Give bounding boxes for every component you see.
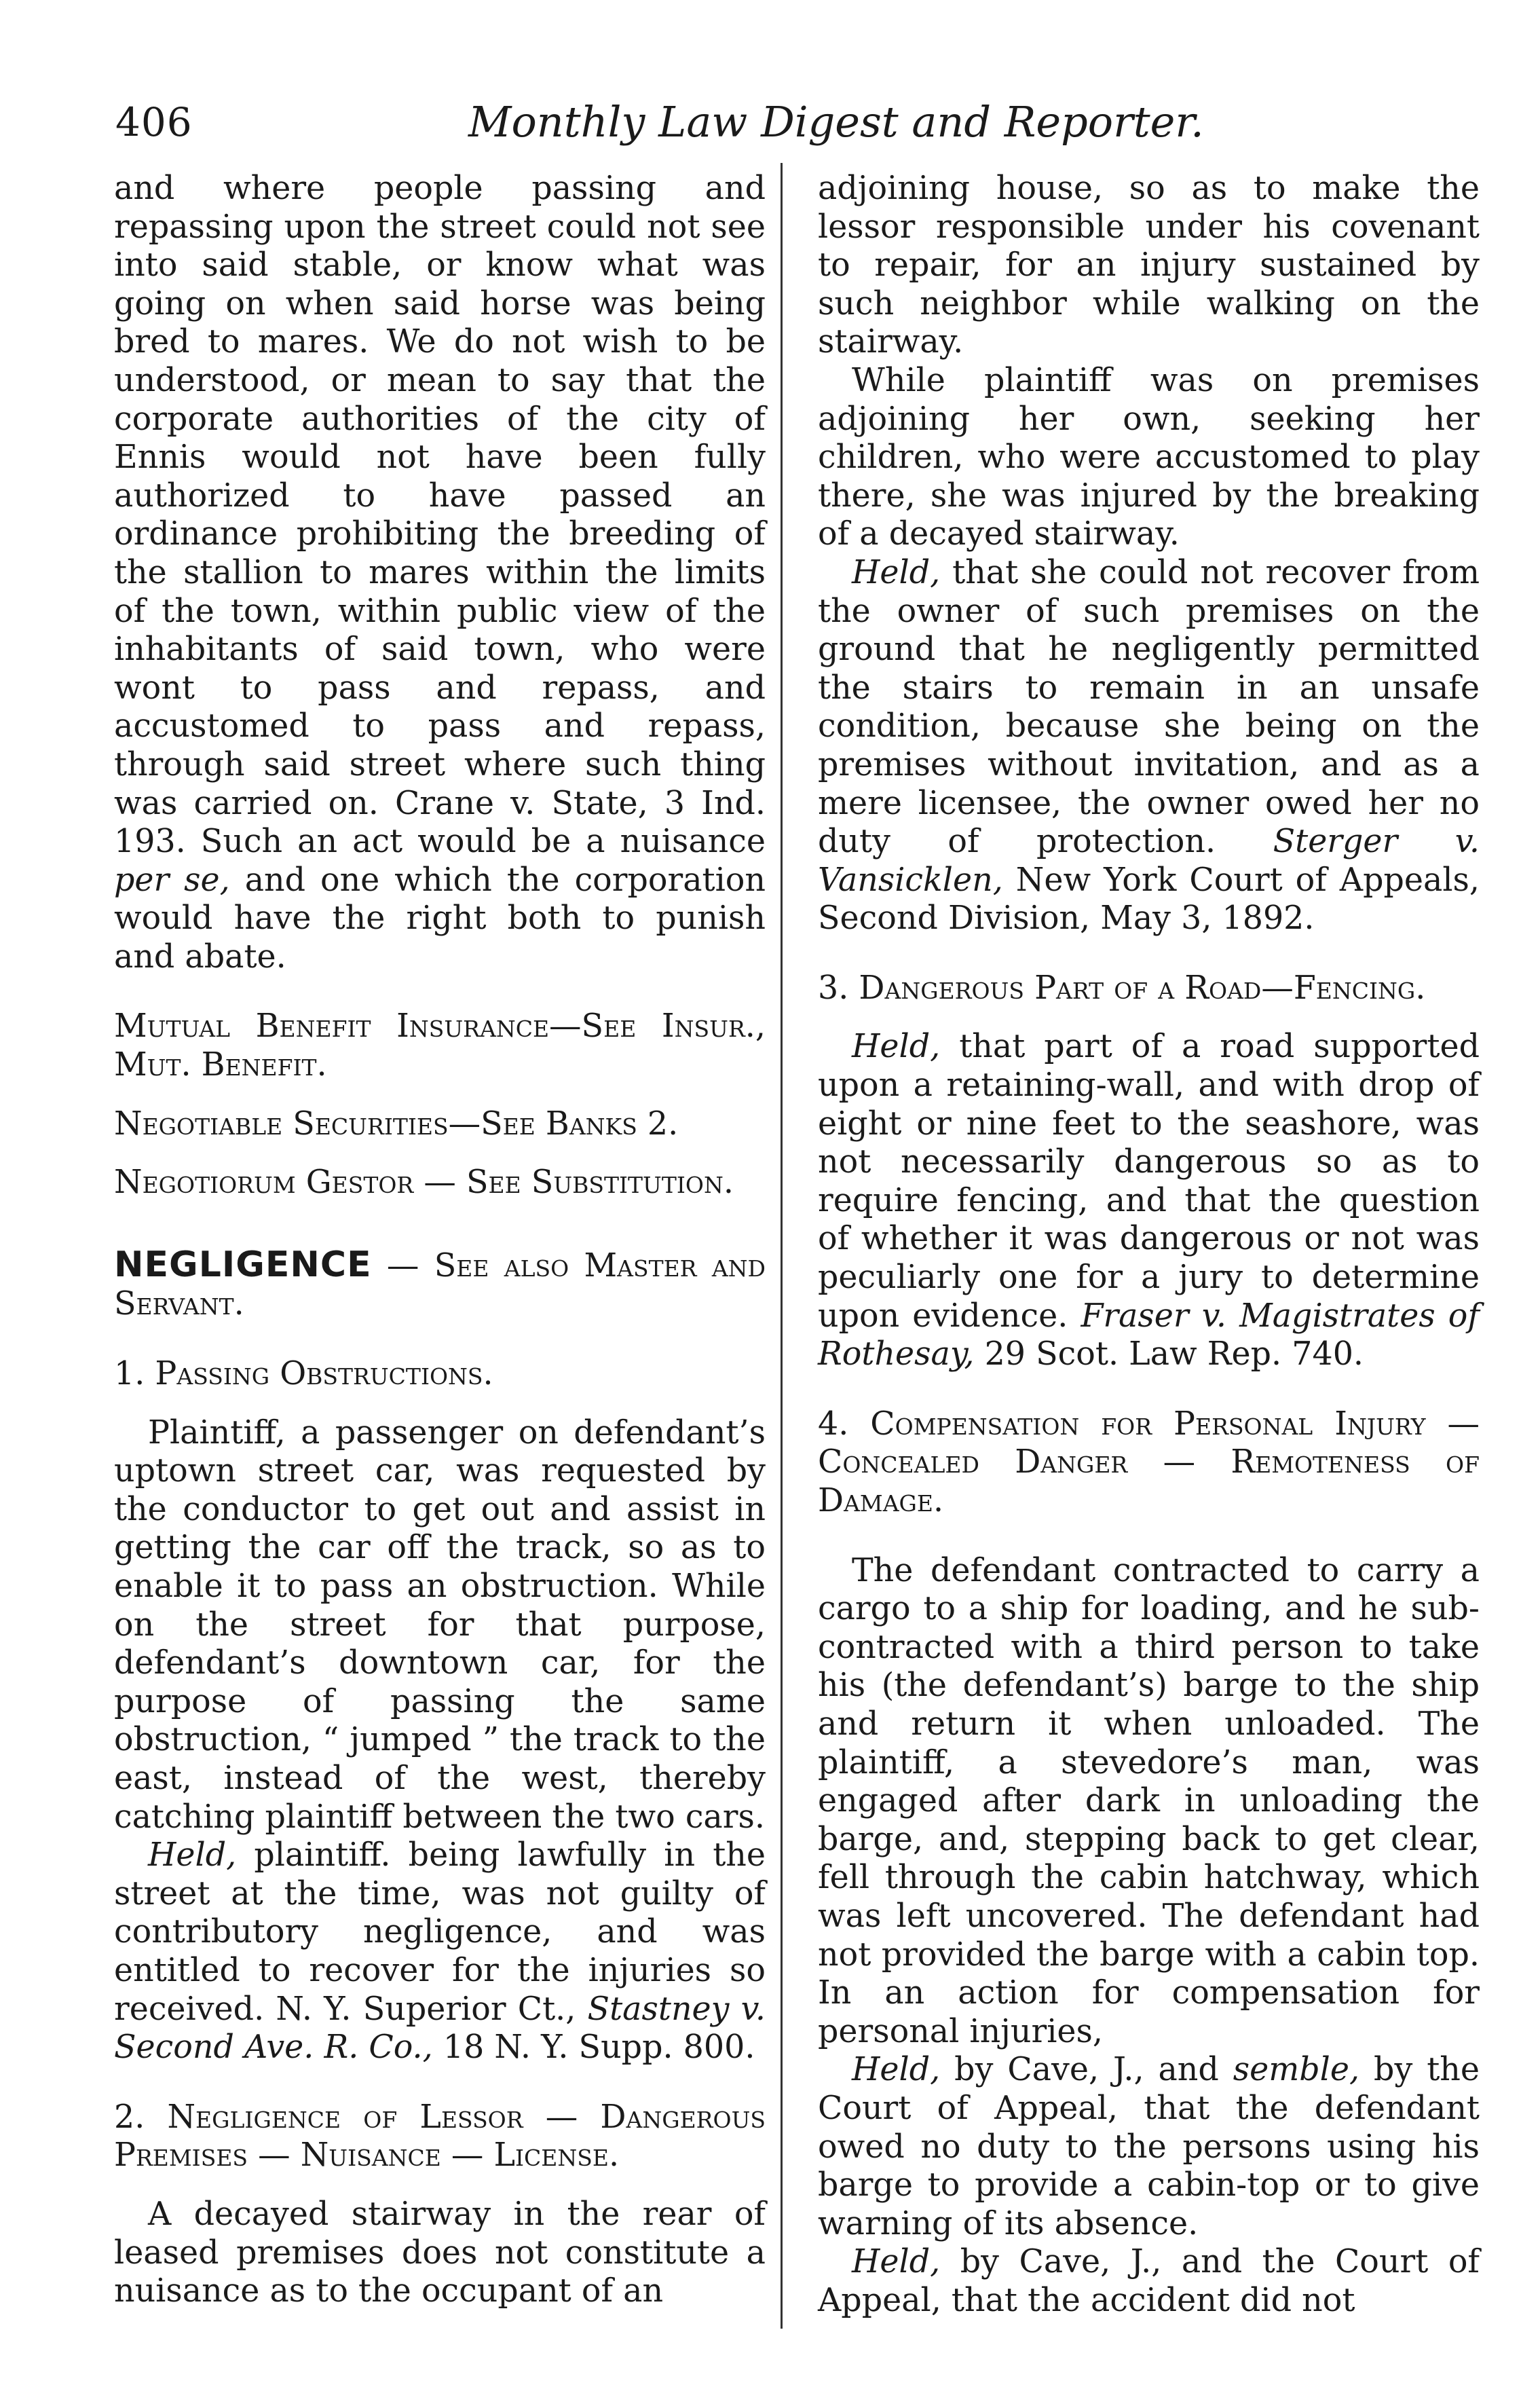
section-1-facts: Plaintiff, a passenger on defendant’s uptown street car, was requested by the conductor to get out and assist in getting the car off the track, so as to enable it to pass an obstruction. While on the street for that purpose, defendant’s downtown car, for the purpose of passing the same obstruction, “ jumped ” the track to the east, instead of the west, thereby catching plaintiff between the two cars.	[114, 1413, 766, 1836]
section-2-continuation: adjoining house, so as to make the lessor responsible under his covenant to repair, for an injury sustained by such neighbor while walking on the stairway.	[818, 170, 1480, 361]
left-column	[114, 170, 766, 2311]
negligence-heading	[114, 1246, 766, 1324]
negligence-see-also: — See also Master and Servant.	[114, 1246, 766, 1323]
negligence-title: NEGLIGENCE	[114, 1244, 372, 1285]
section-2-held: Held, that she could not recover from the owner of such premises on the ground that he negligently permitted the stairs to remain in an unsafe condition, because she being on the premises without invitation, and as a mere licensee, the owner owed her no duty of protection. Sterger v. Vansicklen, New York Court of Appeals, Second Division, May 3, 1892.	[818, 553, 1480, 938]
right-column	[818, 170, 1480, 2320]
cross-reference-negotiorum-gestor: Negotiorum Gestor — See Substitution.	[114, 1164, 734, 1202]
section-4-held-1: Held, by Cave, J., and semble, by the Court of Appeal, that the defendant owed no duty to the persons using his barge to provide a cabin-top or to give warning of its absence.	[818, 2051, 1480, 2242]
section-2-paragraph: A decayed stairway in the rear of leased premises does not constitute a nuisance as to the occupant of an	[114, 2195, 766, 2310]
cross-reference-negotiable-securities: Negotiable Securities—See Banks 2.	[114, 1105, 679, 1143]
section-2-heading: 2. Negligence of Lessor — Dangerous Premises — Nuisance — License.	[114, 2098, 766, 2175]
continuation-paragraph: and where people passing and repassing upon the street could not see into said stable, or know what was going on when said horse was being bred to mares. We do not wish to be understood, or mean to say that the corporate authorities of the city of Ennis would not have been fully authorized to have passed an ordinance prohibiting the breeding of the stallion to mares within the limits of the town, within public view of the inhabitants of said town, who were wont to pass and repass, and accustomed to pass and repass, through said street where such thing was carried on. Crane v. State, 3 Ind. 193. Such an act would be a nuisance per se, and one which the corporation would have the right both to punish and abate.	[114, 170, 766, 976]
cross-reference-mutual-benefit: Mutual Benefit Insurance—See Insur., Mut. Benefit.	[114, 1007, 766, 1084]
section-4-heading: 4. Compensation for Personal Injury — Concealed Danger — Remoteness of Damage.	[818, 1405, 1480, 1519]
section-3-heading: 3. Dangerous Part of a Road—Fencing.	[818, 969, 1426, 1007]
running-head: Monthly Law Digest and Reporter.	[468, 97, 1204, 147]
section-4-facts: The defendant contracted to carry a cargo to a ship for loading, and he sub-contracted with a third person to take his (the defendant’s) barge to the ship and return it when unloaded. The plaintiff, a stevedore’s man, was engaged after dark in unloading the barge, and, stepping back to get clear, fell through the cabin hatchway, which was left uncovered. The defendant had not provided the barge with a cabin top. In an action for compensation for personal injuries,	[818, 1551, 1480, 2050]
section-4-held-2: Held, by Cave, J., and the Court of Appeal, that the accident did not	[818, 2243, 1480, 2319]
section-1-heading: 1. Passing Obstructions.	[114, 1355, 493, 1393]
page-header	[115, 95, 1446, 156]
page-number: 406	[115, 99, 193, 145]
section-3-held: Held, that part of a road supported upon a retaining-wall, and with drop of eight or nine feet to the seashore, was not necessarily dangerous so as to require fencing, and that the question of whether it was dangerous or not was peculiarly one for a jury to determine upon evidence. Fraser v. Magistrates of Rothesay, 29 Scot. Law Rep. 740.	[818, 1028, 1480, 1373]
section-1-held: Held, plaintiff. being lawfully in the street at the time, was not guilty of contributory negligence, and was entitled to recover for the injuries so received. N. Y. Superior Ct., Stastney v. Second Ave. R. Co., 18 N. Y. Supp. 800.	[114, 1836, 766, 2067]
column-divider	[781, 163, 783, 2329]
section-2-facts: While plaintiff was on premises adjoining her own, seeking her children, who were accustomed to play there, she was injured by the breaking of a decayed stairway.	[818, 361, 1480, 553]
